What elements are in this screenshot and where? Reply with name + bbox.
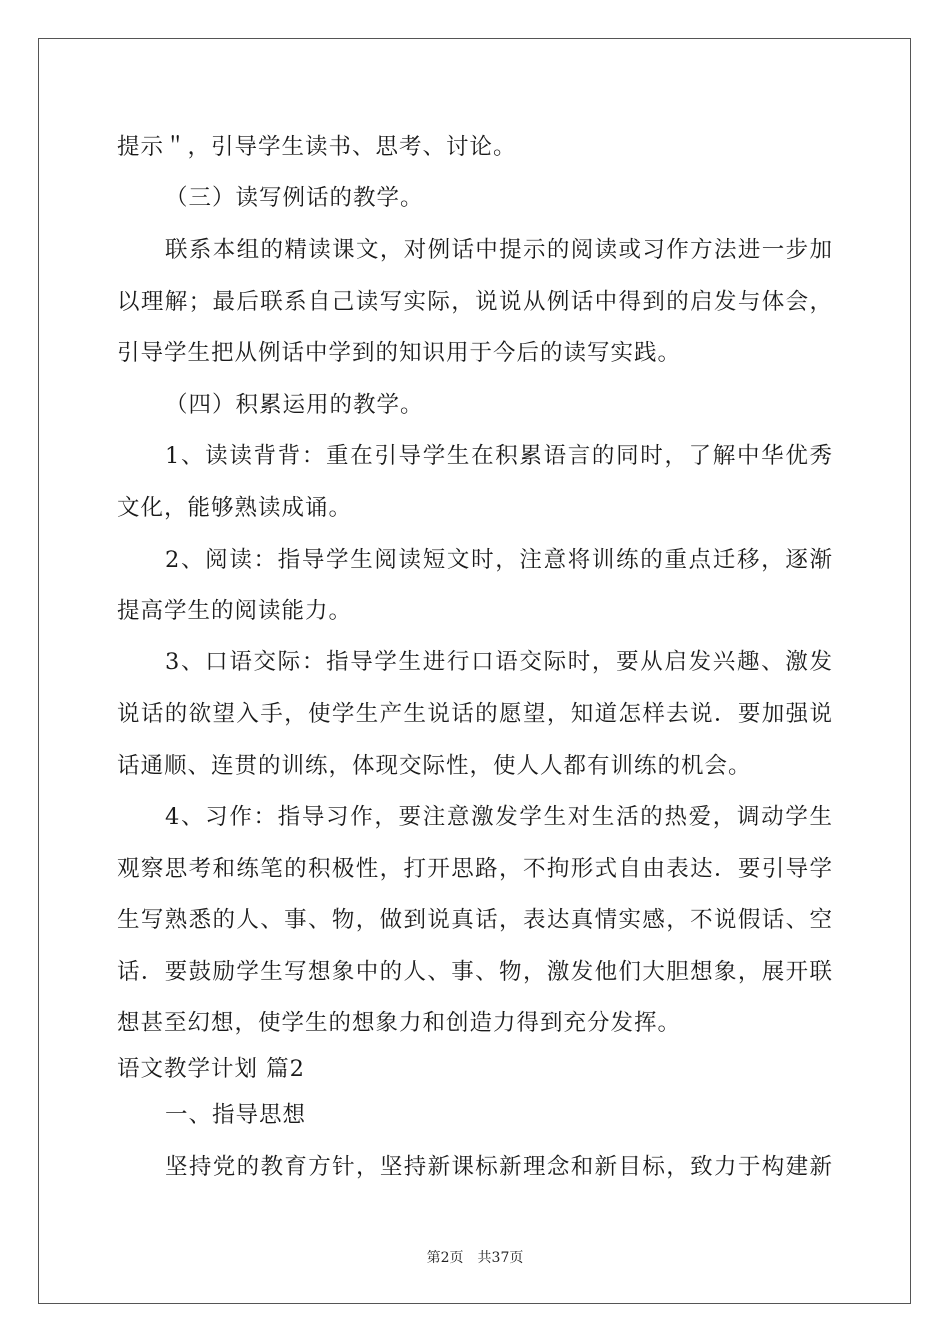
total-pages: 共37页: [477, 1250, 524, 1266]
section-heading: 一、指导思想: [165, 1102, 307, 1128]
text-line: 提示＂，引导学生读书、思考、讨论。: [117, 134, 517, 160]
text-line: 2、阅读：指导学生阅读短文时，注意将训练的重点迁移，逐渐: [165, 547, 833, 573]
section-heading: （三）读写例话的教学。: [165, 185, 424, 211]
text-line: 以理解；最后联系自己读写实际，说说从例话中得到的启发与体会，: [117, 289, 833, 315]
page-number: 第2页: [426, 1250, 464, 1266]
text-line: 生写熟悉的人、事、物，做到说真话，表达真情实感，不说假话、空: [117, 907, 833, 933]
text-line: 3、口语交际：指导学生进行口语交际时，要从启发兴趣、激发: [165, 649, 833, 675]
section-heading: （四）积累运用的教学。: [165, 392, 424, 418]
text-line: 说话的欲望入手，使学生产生说话的愿望，知道怎样去说．要加强说: [117, 701, 833, 727]
document-title: 语文教学计划 篇2: [117, 1056, 305, 1082]
text-line: 话通顺、连贯的训练，体现交际性，使人人都有训练的机会。: [117, 753, 752, 779]
text-line: 想甚至幻想，使学生的想象力和创造力得到充分发挥。: [117, 1010, 682, 1036]
text-line: 提高学生的阅读能力。: [117, 598, 353, 624]
text-line: 4、习作：指导习作，要注意激发学生对生活的热爱，调动学生: [165, 804, 833, 830]
text-line: 1、读读背背：重在引导学生在积累语言的同时，了解中华优秀: [165, 443, 833, 469]
text-line: 观察思考和练笔的积极性，打开思路，不拘形式自由表达．要引导学: [117, 856, 833, 882]
text-line: 文化，能够熟读成诵。: [117, 495, 353, 521]
text-line: 坚持党的教育方针，坚持新课标新理念和新目标，致力于构建新: [165, 1154, 833, 1180]
text-line: 话．要鼓励学生写想象中的人、事、物，激发他们大胆想象，展开联: [117, 959, 833, 985]
text-line: 引导学生把从例话中学到的知识用于今后的读写实践。: [117, 340, 682, 366]
text-line: 联系本组的精读课文，对例话中提示的阅读或习作方法进一步加: [165, 237, 833, 263]
page-footer: [0, 1247, 950, 1267]
